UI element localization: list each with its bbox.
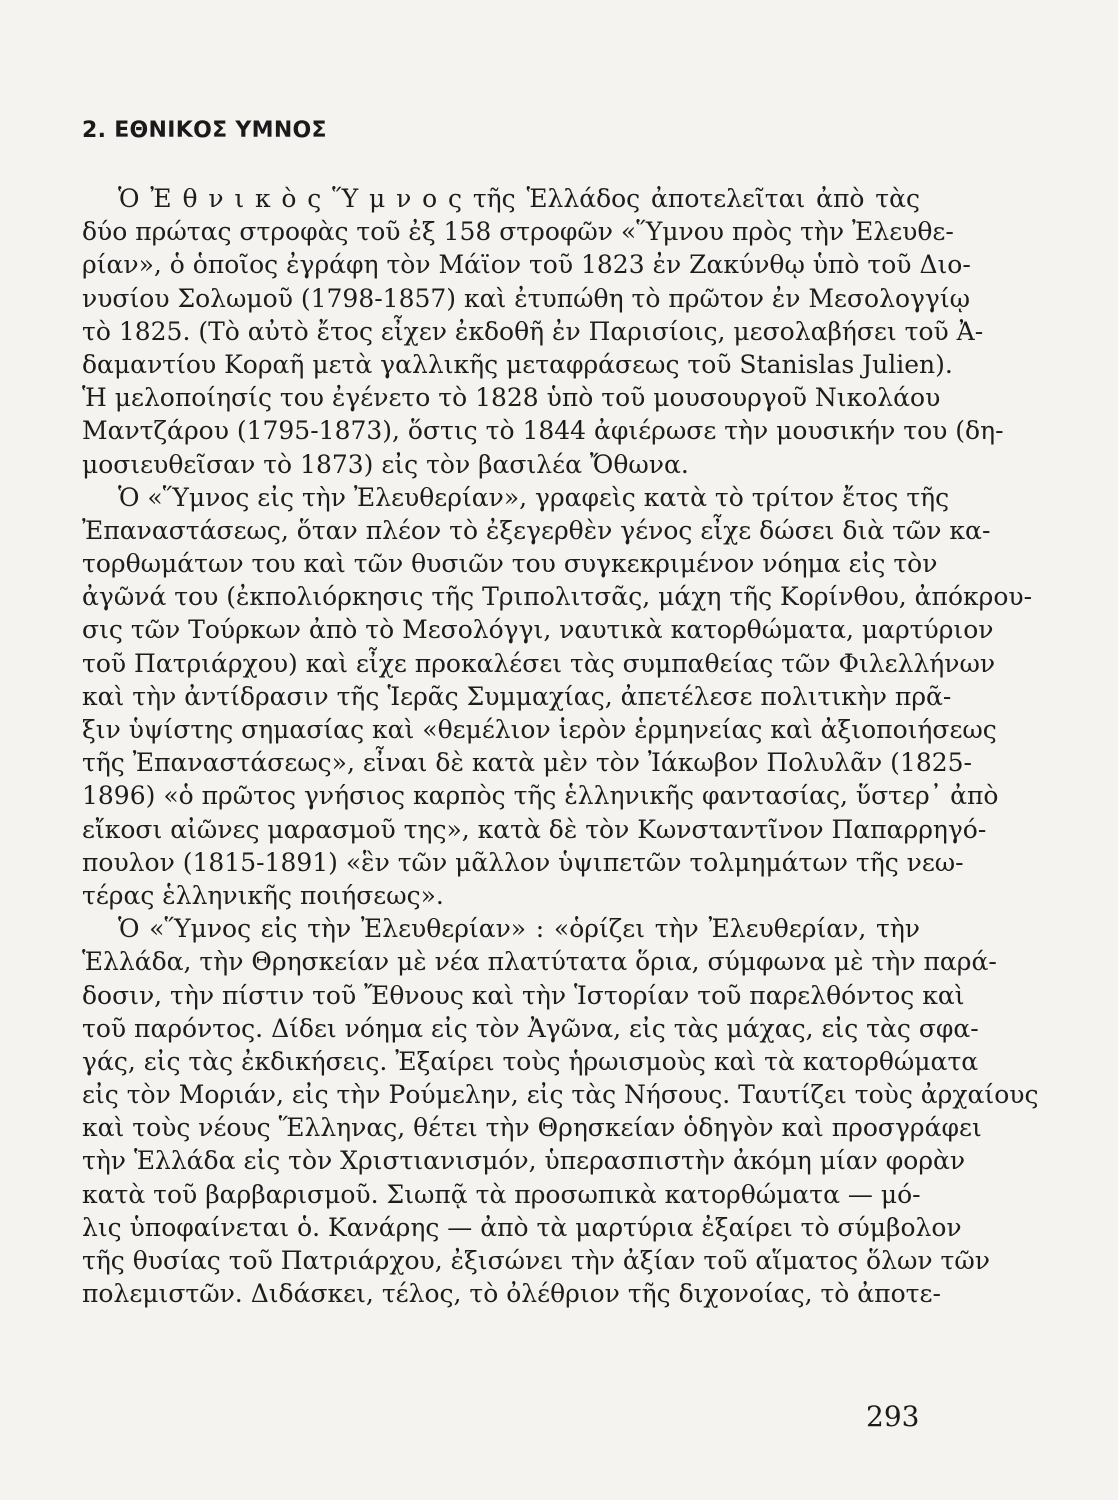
text-line: Ὁ «Ὕμνος εἰς τὴν Ἐλευθερίαν» : «ὁρίζει τὴν Ἐλευθερίαν, τὴν	[118, 914, 920, 944]
text-line: λις ὑποφαίνεται ὁ. Κανάρης — ἀπὸ τὰ μαρτύρια ἐξαίρει τὸ σύμβολον	[82, 1212, 962, 1242]
text-line: εἴκοσι αἰῶνες μαρασμοῦ της», κατὰ δὲ τὸν Κωνσταντῖνον Παπαρρηγό-	[82, 814, 987, 844]
text-line: Ἐπαναστάσεως, ὅταν πλέον τὸ ἐξεγερθὲν γένος εἶχε δώσει διὰ τῶν κα-	[82, 515, 991, 545]
text-line: μοσιευθεῖσαν τὸ 1873) εἰς τὸν βασιλέα Ὄθωνα.	[82, 449, 689, 479]
text-line: τῆς Ἐπαναστάσεως», εἶναι δὲ κατὰ μὲν τὸν Ἰάκωβον Πολυλᾶν (1825-	[82, 748, 973, 778]
text-line: πολεμιστῶν. Διδάσκει, τέλος, τὸ ὀλέθριον τῆς διχονοίας, τὸ ἀποτε-	[82, 1279, 941, 1309]
text-line: Ὁ Ἐ θ ν ι κ ὸ ς Ὕ μ ν ο ς τῆς Ἑλλάδος ἀποτελεῖται ἀπὸ τὰς	[118, 184, 920, 213]
text-line: Μαντζάρου (1795-1873), ὅστις τὸ 1844 ἀφιέρωσε τὴν μουσικήν του (δη-	[82, 416, 1004, 446]
text-line: τοῦ Πατριάρχου) καὶ εἶχε προκαλέσει τὰς συμπαθείας τῶν Φιλελλήνων	[82, 648, 996, 678]
page-number: 293	[866, 1400, 920, 1433]
text-line: καὶ τοὺς νέους Ἕλληνας, θέτει τὴν Θρησκείαν ὁδηγὸν καὶ προσγράφει	[82, 1113, 982, 1143]
text-line: εἰς τὸν Μοριάν, εἰς τὴν Ρούμελην, εἰς τὰς Νήσους. Ταυτίζει τοὺς ἀρχαίους	[82, 1080, 1039, 1110]
text-line: Ὁ «Ὕμνος εἰς τὴν Ἐλευθερίαν», γραφεὶς κατὰ τὸ τρίτον ἔτος τῆς	[118, 482, 950, 512]
section-heading: 2. ΕΘΝΙΚΟΣ ΥΜΝΟΣ	[82, 118, 327, 143]
text-line: τὴν Ἑλλάδα εἰς τὸν Χριστιανισμόν, ὑπερασπιστὴν ἀκόμη μίαν φορὰν	[82, 1146, 966, 1176]
text-line: ἀγῶνά του (ἐκπολιόρκησις τῆς Τριπολιτσᾶς, μάχη τῆς Κορίνθου, ἀπόκρου-	[82, 582, 1033, 612]
text-line: δοσιν, τὴν πίστιν τοῦ Ἔθνους καὶ τὴν Ἱστορίαν τοῦ παρελθόντος καὶ	[82, 980, 965, 1010]
text-line: τέρας ἑλληνικῆς ποιήσεως».	[82, 880, 444, 910]
text-line: σις τῶν Τούρκων ἀπὸ τὸ Μεσολόγγι, ναυτικὰ κατορθώματα, μαρτύριον	[82, 615, 994, 645]
text-line: τῆς θυσίας τοῦ Πατριάρχου, ἐξισώνει τὴν ἀξίαν τοῦ αἵματος ὅλων τῶν	[82, 1246, 990, 1275]
text-line: Ἑλλάδα, τὴν Θρησκείαν μὲ νέα πλατύτατα ὅρια, σύμφωνα μὲ τὴν παρά-	[82, 947, 997, 977]
body-text	[82, 182, 1039, 1310]
text-line: τοῦ παρόντος. Δίδει νόημα εἰς τὸν Ἀγῶνα, εἰς τὰς μάχας, εἰς τὰς σφα-	[82, 1013, 979, 1043]
text-line: δαμαντίου Κοραῆ μετὰ γαλλικῆς μεταφράσεως τοῦ Stanislas Julien).	[82, 349, 953, 379]
text-line: δύο πρώτας στροφὰς τοῦ ἐξ 158 στροφῶν «Ὕμνου πρὸς τὴν Ἐλευθε-	[82, 217, 954, 247]
text-line: 1896) «ὁ πρῶτος γνήσιος καρπὸς τῆς ἑλληνικῆς φαντασίας, ὕστερ᾽ ἀπὸ	[82, 781, 999, 811]
text-line: γάς, εἰς τὰς ἐκδικήσεις. Ἐξαίρει τοὺς ἡρωισμοὺς καὶ τὰ κατορθώματα	[82, 1046, 979, 1076]
text-line: τὸ 1825. (Τὸ αὐτὸ ἔτος εἶχεν ἐκδοθῆ ἐν Παρισίοις, μεσολαβήσει τοῦ Ἀ-	[82, 316, 984, 346]
text-line: ξιν ὑψίστης σημασίας καὶ «θεμέλιον ἱερὸν ἑρμηνείας καὶ ἀξιοποιήσεως	[82, 715, 997, 744]
text-line: Ἡ μελοποίησίς του ἐγένετο τὸ 1828 ὑπὸ τοῦ μουσουργοῦ Νικολάου	[82, 383, 941, 413]
text-line: πουλον (1815-1891) «ἓν τῶν μᾶλλον ὑψιπετῶν τολμημάτων τῆς νεω-	[82, 847, 964, 877]
text-line: κατὰ τοῦ βαρβαρισμοῦ. Σιωπᾷ τὰ προσωπικὰ κατορθώματα — μό-	[82, 1179, 921, 1209]
text-line: τορθωμάτων του καὶ τῶν θυσιῶν του συγκεκριμένον νόημα εἰς τὸν	[82, 549, 938, 579]
text-line: ρίαν», ὁ ὁποῖος ἐγράφη τὸν Μάϊον τοῦ 1823 ἐν Ζακύνθῳ ὑπὸ τοῦ Διο-	[82, 250, 971, 280]
text-line: καὶ τὴν ἀντίδρασιν τῆς Ἱερᾶς Συμμαχίας, ἀπετέλεσε πολιτικὴν πρᾶ-	[82, 681, 952, 711]
text-line: νυσίου Σολωμοῦ (1798-1857) καὶ ἐτυπώθη τὸ πρῶτον ἐν Μεσολογγίῳ	[82, 283, 971, 313]
